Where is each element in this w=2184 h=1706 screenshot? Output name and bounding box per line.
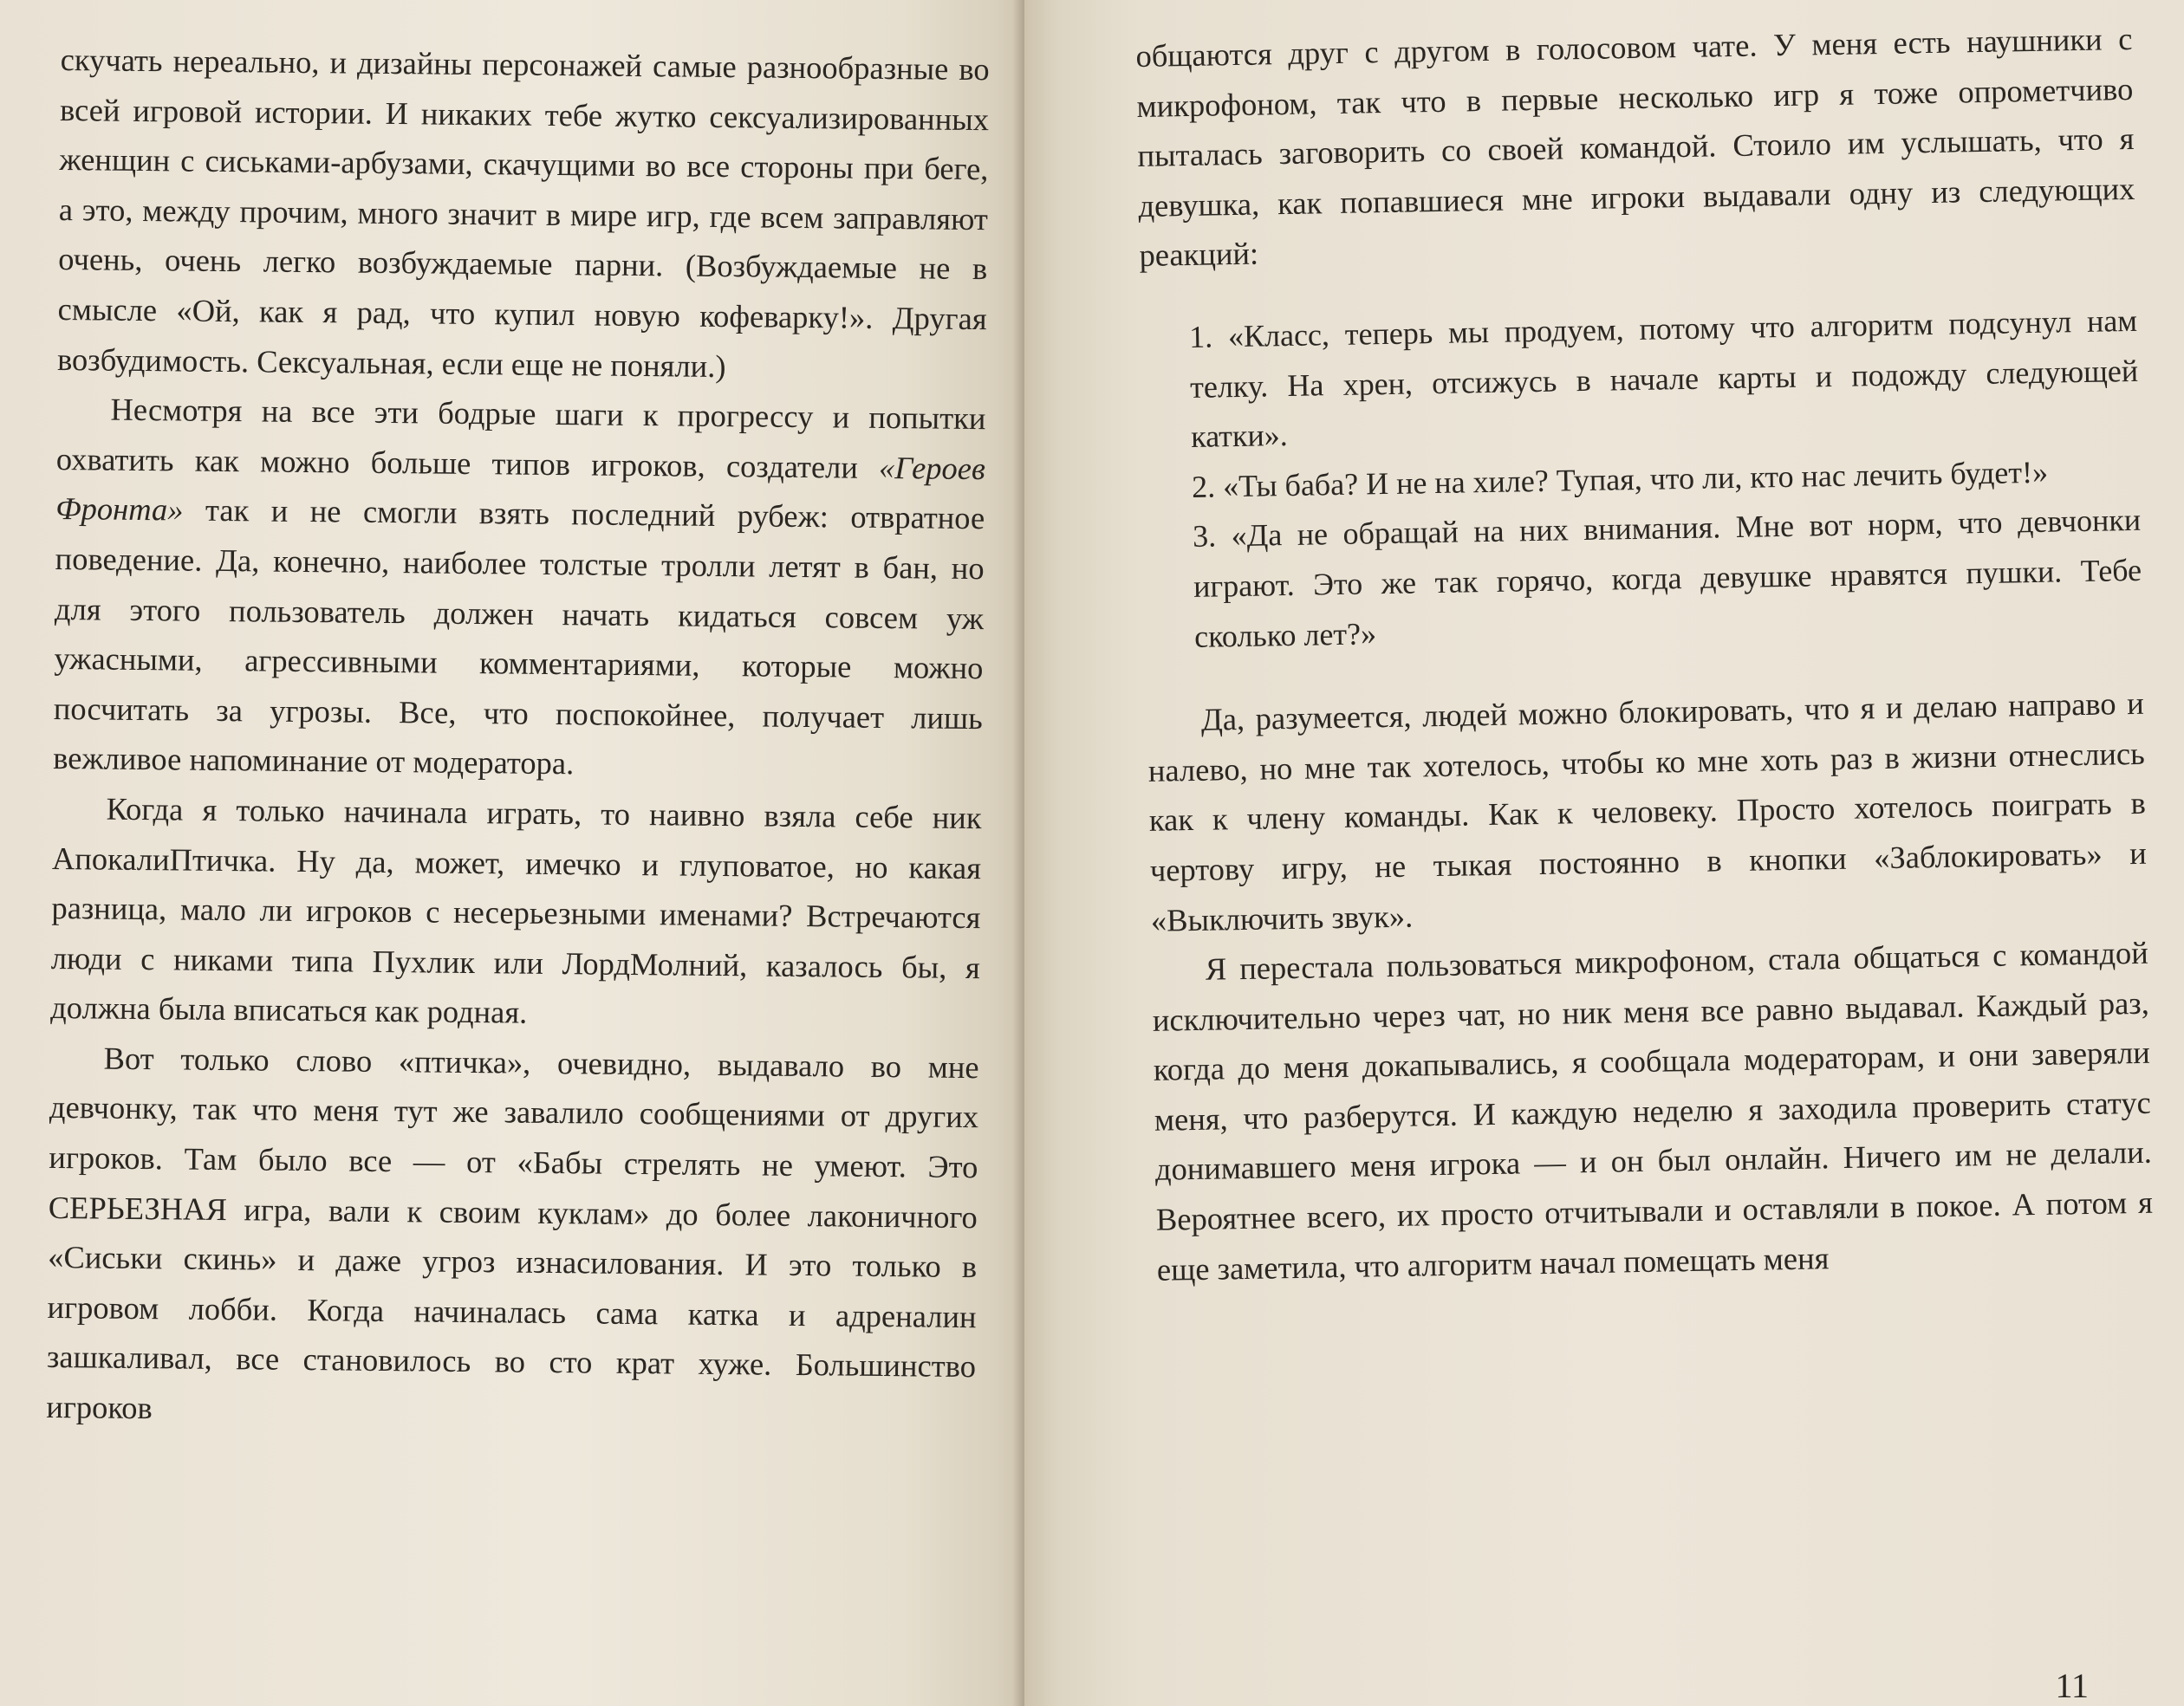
paragraph: общаются друг с другом в голосовом чате. У меня есть наушники с микрофоном, так что в первые несколько игр я тоже опрометчиво пыталась заговорить со своей командой. Стоило им услышать, что я девушка, как попавшиеся мне игроки выдавали одну из следующих реакций: bbox=[1135, 20, 2135, 274]
paragraph: Да, разумеется, людей можно блокировать, что я и делаю направо и налево, но мне так хотелось, чтобы ко мне хоть раз в жизни отнеслись как к члену команды. Как к человеку. Просто хотелось поиграть в чертову игру, не тыкая постоянно в кнопки «Заблокировать» и «Выключить звук». bbox=[1147, 684, 2148, 938]
list-item-number: 1. bbox=[1188, 319, 1213, 354]
paragraph-text: так и не смогли взять последний рубеж: отвратное поведение. Да, конечно, наиболее толстые тролли летят в бан, но для этого пользователь должен начать кидаться совсем уж ужасными, агрессивными комментариями, которые можно посчитать за угрозы. Все, что поспокойнее, получает лишь вежливое напоминание от модератора. bbox=[53, 491, 985, 782]
paragraph bbox=[53, 384, 986, 793]
game-title-italic: «Героев Фронта» bbox=[55, 449, 986, 528]
reactions-list bbox=[1189, 296, 2143, 662]
list-item bbox=[1193, 496, 2143, 662]
right-page bbox=[1024, 0, 2184, 1706]
left-page-text bbox=[46, 35, 990, 1442]
right-page-text bbox=[1135, 14, 2154, 1294]
paragraph: Когда я только начинала играть, то наивно взяла себе ник АпокалиПтичка. Ну да, может, имечко и глуповатое, но какая разница, мало ли игроков с несерьезными именами? Встречаются люди с никами типа Пухлик или ЛордМолний, казалось бы, я должна была вписаться как родная. bbox=[50, 790, 982, 1030]
list-item-number: 2. bbox=[1191, 469, 1216, 504]
list-item-text: «Ты баба? И не на хиле? Тупая, что ли, кто нас лечить будет!» bbox=[1222, 454, 2049, 504]
list-item-text: «Класс, теперь мы продуем, потому что алгоритм подсунул нам телку. На хрен, отсижусь в начале карты и подожду следующей катки». bbox=[1189, 302, 2139, 455]
paragraph: Вот только слово «птичка», очевидно, выдавало во мне девчонку, так что меня тут же завалило сообщениями от других игроков. Там было все — от «Бабы стрелять не умеют. Это СЕРЬЕЗНАЯ игра, вали к своим куклам» до более лаконичного «Сиськи скинь» и даже угроз изнасилования. И это только в игровом лобби. Когда начиналась сама катка и адреналин зашкаливал, все становилось во сто крат хуже. Большинство игроков bbox=[46, 1040, 979, 1426]
paragraph: Я перестала пользоваться микрофоном, стала общаться с командой исключительно через чат, но ник меня все равно выдавал. Каждый раз, когда до меня докапывались, я сообщала модераторам, и они заверяли меня, что разберутся. И каждую неделю я заходила проверить статус донимавшего меня игрока — и он был онлайн. Ничего им не делали. Вероятнее всего, их просто отчитывали и оставляли в покое. А потом я еще заметила, что алгоритм начал помещать меня bbox=[1152, 934, 2154, 1288]
list-item-text: «Да не обращай на них внимания. Мне вот норм, что девчонки играют. Это же так горячо, когда девушке нравятся пушки. Тебе сколько лет?» bbox=[1193, 503, 2142, 654]
list-item bbox=[1189, 296, 2140, 463]
list-item-number: 3. bbox=[1192, 518, 1217, 555]
paragraph-text: Несмотря на все эти бодрые шаги к прогрессу и попытки охватить как можно больше типов игроков, создатели bbox=[55, 391, 986, 485]
page-number: 11 bbox=[2055, 1666, 2089, 1705]
paragraph: скучать нереально, и дизайны персонажей самые разнообразные во всей игровой истории. И никаких тебе жутко сексуализированных женщин с сиськами-арбузами, скачущими во все стороны при беге, а это, между прочим, много значит в мире игр, где всем заправляют очень, очень легко возбуждаемые парни. (Возбуждаемые не в смысле «Ой, как я рад, что купил новую кофеварку!». Другая возбудимость. Сексуальная, если еще не поняли.) bbox=[56, 41, 990, 384]
left-page bbox=[0, 0, 1024, 1706]
